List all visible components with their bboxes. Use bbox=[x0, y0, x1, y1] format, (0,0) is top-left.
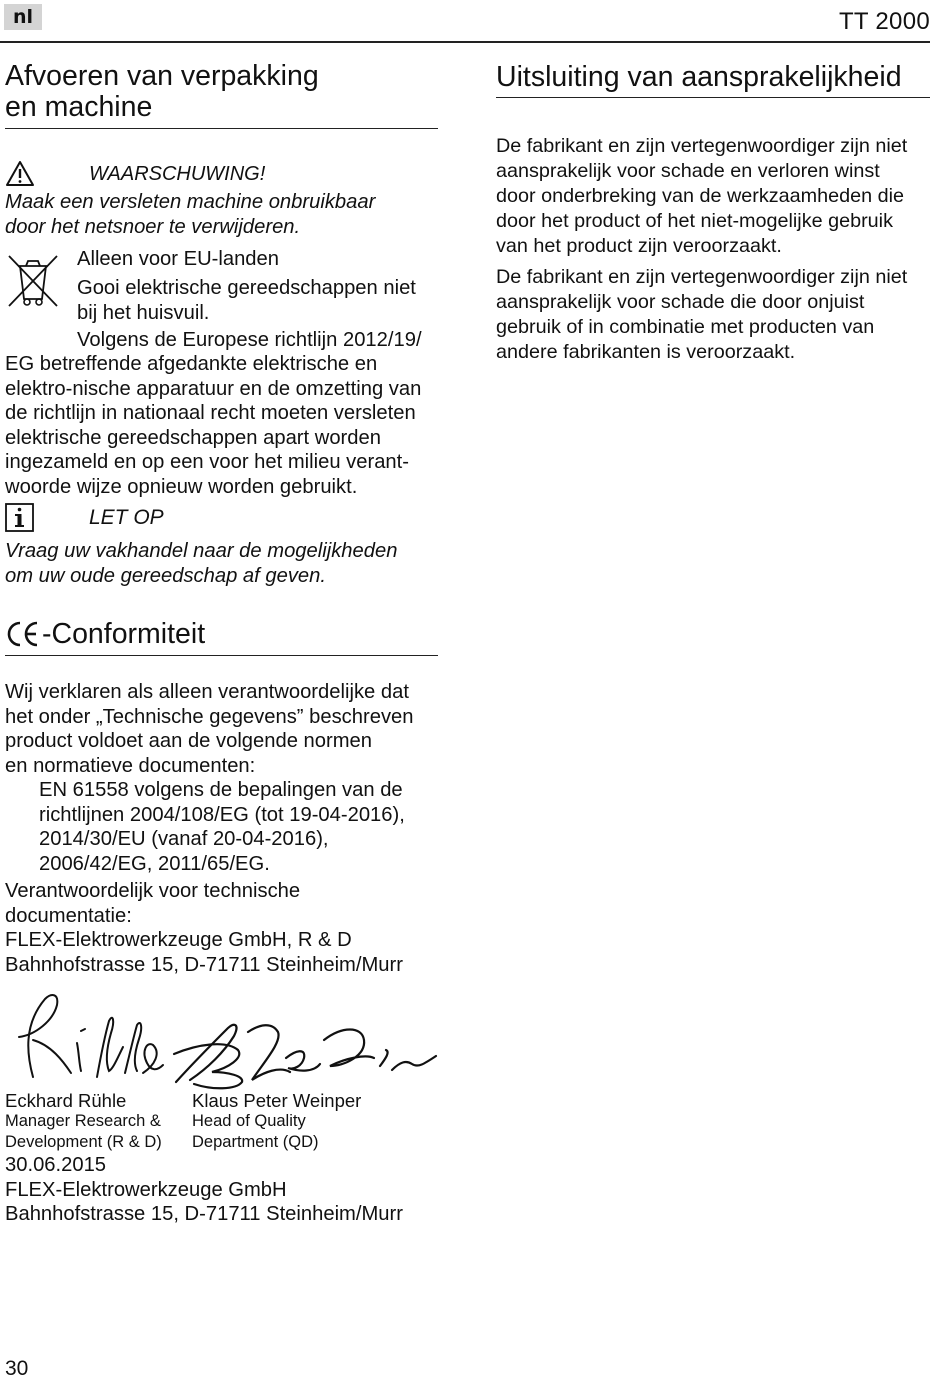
directive-text: EG betreffende afgedankte elektrische en elektro-nische apparatuur en de omzetting van de richtlijn in nationaal recht moeten versleten elektrische gereedschappen apart worden ingezameld en op een voor het milieu verant- woorde wijze opnieuw worden gebruikt. bbox=[5, 353, 422, 498]
company-address: Bahnhofstrasse 15, D-71711 Steinheim/Murr bbox=[5, 1203, 403, 1225]
signature-ruhle bbox=[5, 985, 170, 1085]
household-text: Gooi elektrische gereedschappen niet bij het huisvuil. bbox=[77, 277, 416, 324]
warning-label: WAARSCHUWING! bbox=[89, 163, 266, 185]
note-text: Vraag uw vakhandel naar de mogelijkheden om uw oude gereedschap af geven. bbox=[5, 540, 398, 587]
disposal-title-rule bbox=[5, 128, 438, 129]
conformity-standards: EN 61558 volgens de bepalingen van de richtlijnen 2004/108/EG (tot 19-04-2016), 2014/30/EU (vanaf 20-04-2016), 2006/42/EG, 2011/65/EG. bbox=[39, 779, 405, 875]
signer2-name: Klaus Peter Weinper bbox=[192, 1090, 362, 1111]
signature-date: 30.06.2015 bbox=[5, 1154, 107, 1176]
warning-triangle-icon bbox=[5, 160, 35, 187]
signer1-name: Eckhard Rühle bbox=[5, 1090, 127, 1111]
page-number: 30 bbox=[5, 1357, 29, 1380]
conformity-title: -Conformiteit bbox=[42, 618, 206, 650]
liability-paragraph-1: De fabrikant en zijn vertegenwoordiger zijn niet aansprakelijk voor schade en verloren winst door onderbreking van de werkzaamheden die door het product of het niet-mogelijke gebruik van het product zijn veroorzaakt. bbox=[496, 135, 908, 257]
signer1-role: Manager Research & Development (R & D) bbox=[5, 1112, 162, 1151]
responsible-text: Verantwoordelijk voor technische documentatie: FLEX-Elektrowerkzeuge GmbH, R & D Bahnhofstrasse 15, D-71711 Steinheim/Murr bbox=[5, 880, 403, 976]
liability-paragraph-2: De fabrikant en zijn vertegenwoordiger zijn niet aansprakelijk voor schade die door onjuist gebruik of in combinatie met producten van andere fabrikanten is veroorzaakt. bbox=[496, 266, 908, 363]
eu-only-text: Alleen voor EU-landen bbox=[77, 248, 279, 270]
disposal-title: Afvoeren van verpakking en machine bbox=[5, 60, 319, 123]
header-rule bbox=[0, 41, 930, 43]
note-label: LET OP bbox=[89, 506, 164, 529]
signature-weinper bbox=[168, 1010, 438, 1095]
info-icon bbox=[5, 503, 34, 532]
liability-title: Uitsluiting van aansprakelijkheid bbox=[496, 61, 902, 93]
model-name: TT 2000 bbox=[838, 8, 930, 35]
conformity-intro: Wij verklaren als alleen verantwoordelijke dat het onder „Technische gegevens” beschreven product voldoet aan de volgende normen en normatieve documenten: bbox=[5, 681, 414, 777]
directive-first-line: Volgens de Europese richtlijn 2012/19/ bbox=[77, 329, 422, 351]
ce-mark-icon bbox=[5, 620, 41, 648]
company-name: FLEX-Elektrowerkzeuge GmbH bbox=[5, 1179, 287, 1201]
signer2-role: Head of Quality Department (QD) bbox=[192, 1112, 319, 1151]
conformity-title-rule bbox=[5, 655, 438, 656]
crossed-out-bin-icon bbox=[5, 252, 61, 310]
warning-text: Maak een versleten machine onbruikbaar door het netsnoer te verwijderen. bbox=[5, 191, 376, 238]
language-badge: nl bbox=[4, 4, 42, 30]
liability-title-rule bbox=[496, 97, 930, 98]
